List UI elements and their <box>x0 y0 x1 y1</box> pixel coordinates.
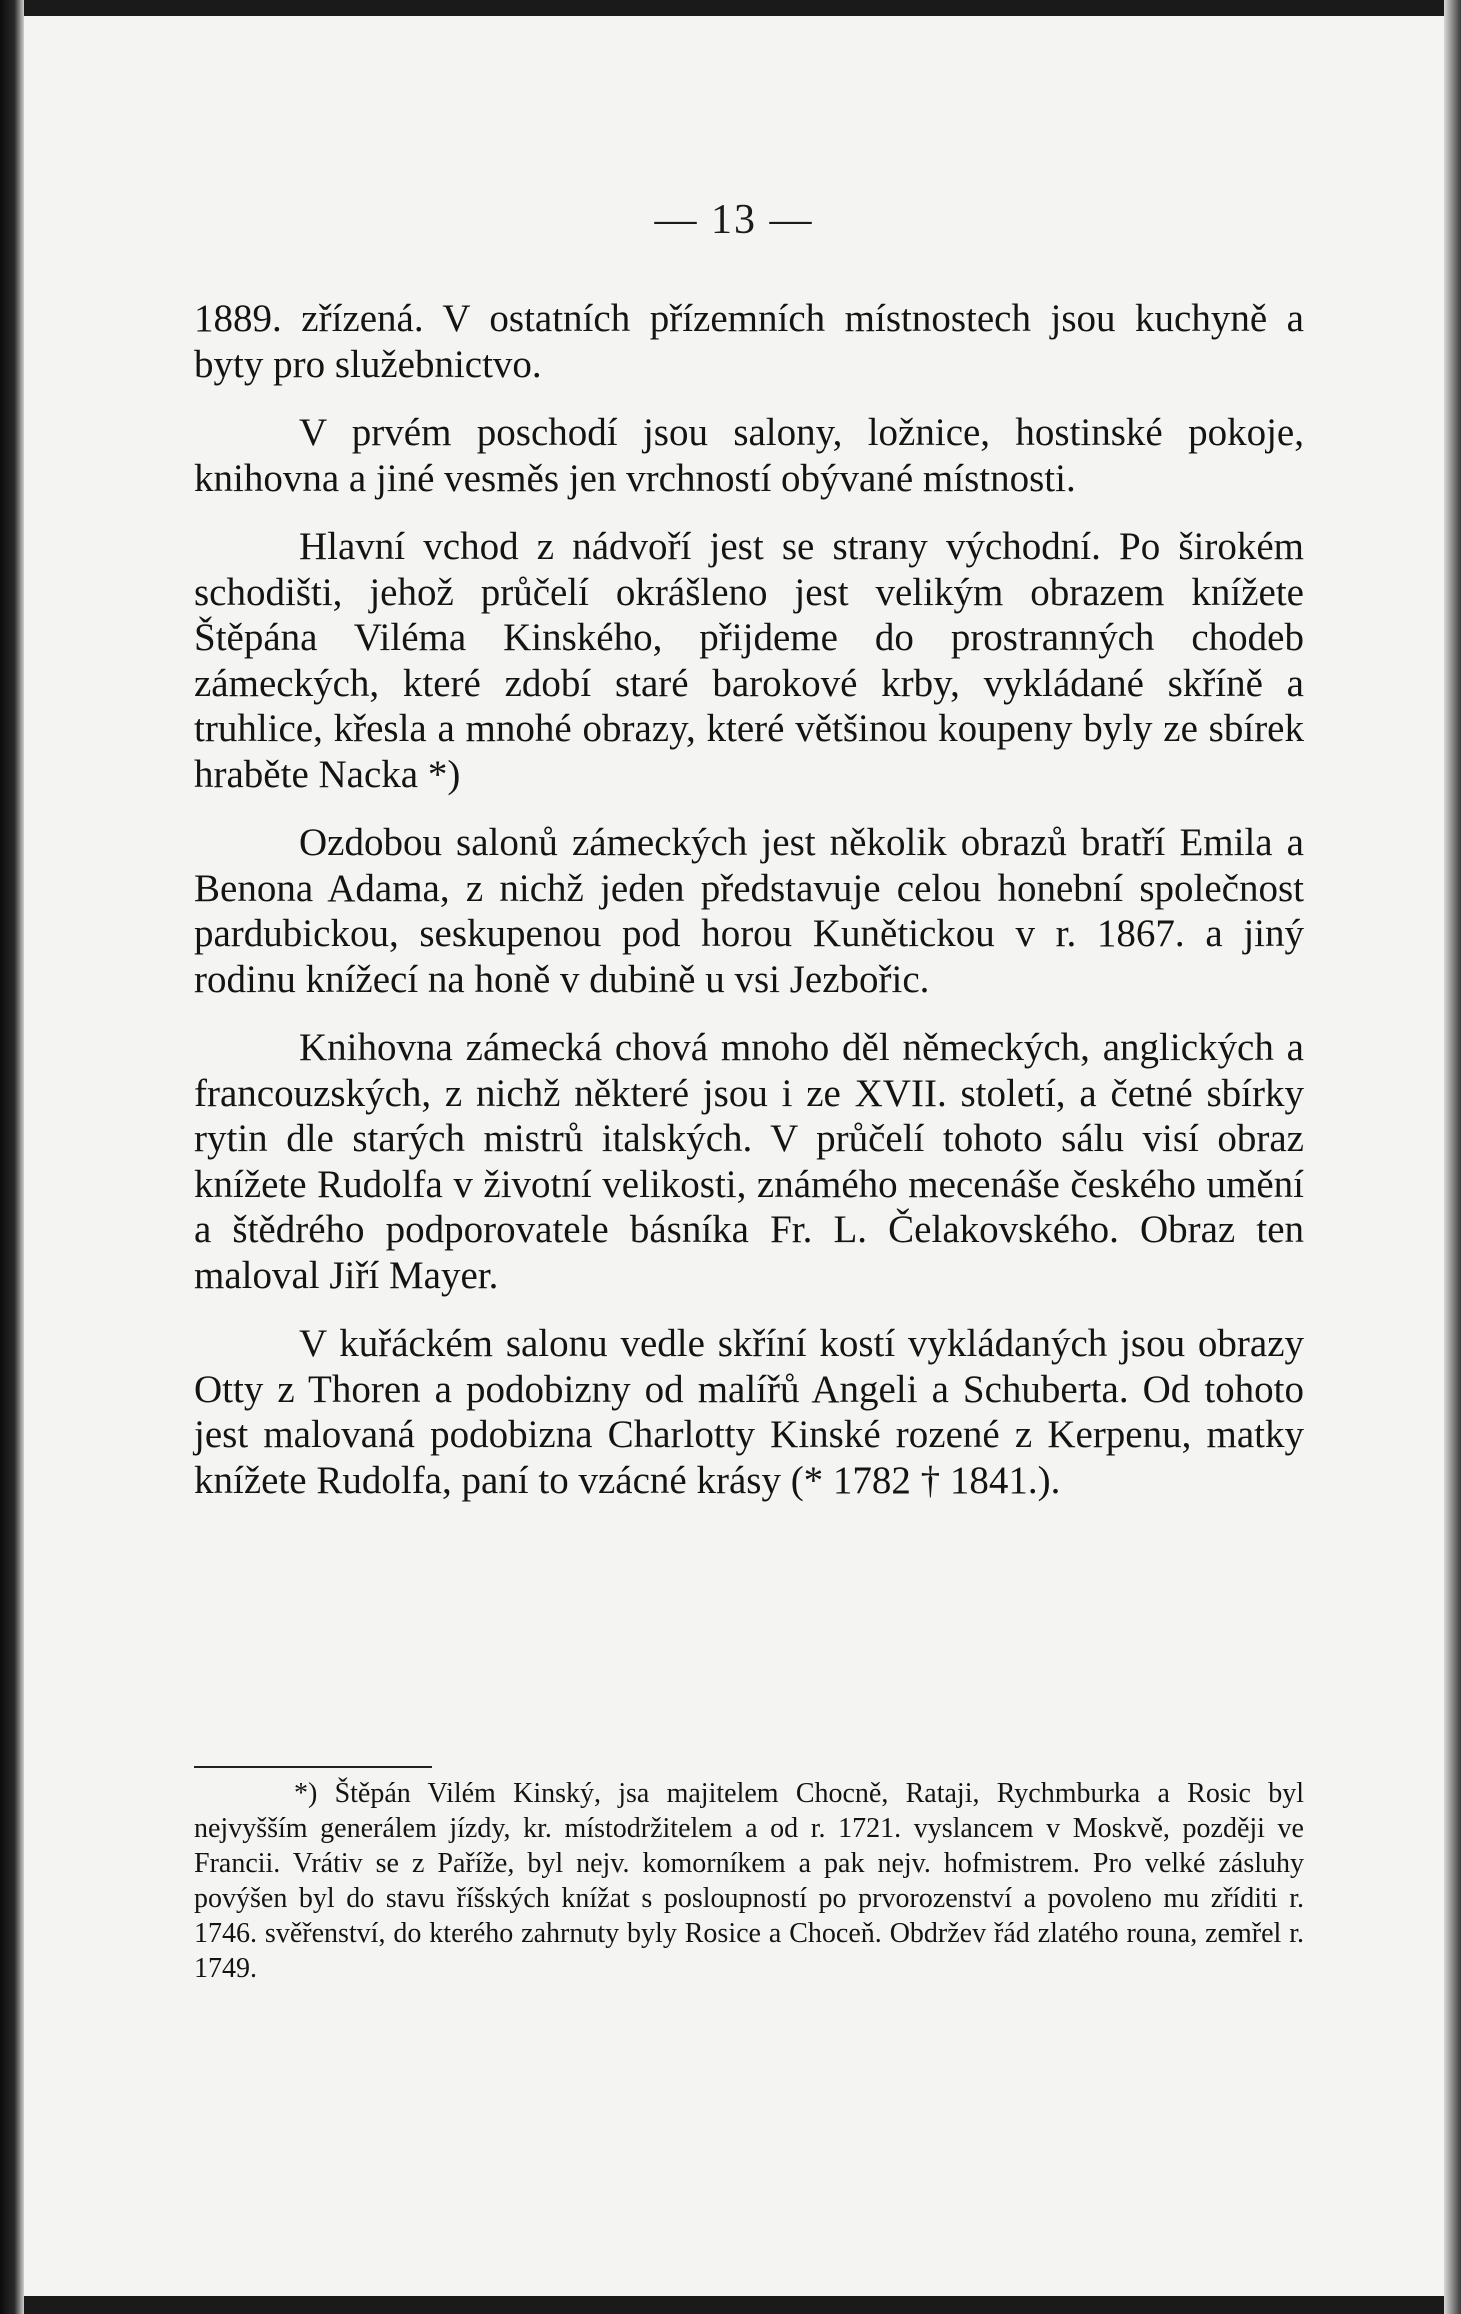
paragraph: Hlavní vchod z nádvoří jest se strany východní. Po širokém schodišti, jehož průčelí okrášleno jest velikým obrazem knížete Štěpána Viléma Kinského, přijdeme do prostranných chodeb zámeckých, které zdobí staré barokové krby, vykládané skříně a truhlice, křesla a mnohé obrazy, které většinou koupeny byly ze sbírek hraběte Nacka *) <box>194 525 1304 796</box>
page-number: — 13 — <box>654 197 814 243</box>
footnote-divider <box>194 1766 432 1768</box>
paragraph: 1889. zřízená. V ostatních přízemních místnostech jsou kuchyně a byty pro služebnictvo. <box>194 297 1304 386</box>
footnote: *) Štěpán Vilém Kinský, jsa majitelem Chocně, Rataji, Rychmburka a Rosic byl nejvyšším generálem jízdy, kr. místodržitelem a od r. 1721. vyslancem v Moskvě, později ve Francii. Vrátiv se z Paříže, byl nejv. komorníkem a pak nejv. hofmistrem. Pro velké zásluhy povýšen byl do stavu říšských knížat s posloupností po prvorozenství a povoleno mu zříditi r. 1746. svěřenství, do kterého zahrnuty byly Rosice a Choceň. Obdržev řád zlatého rouna, zemřel r. 1749. <box>194 1778 1304 1984</box>
page-left-edge <box>0 0 24 2314</box>
paragraph: V prvém poschodí jsou salony, ložnice, hostinské pokoje, knihovna a jiné vesměs jen vrchností obývané místnosti. <box>194 411 1304 500</box>
body-text <box>194 296 1304 1503</box>
book-page <box>24 16 1444 2296</box>
paragraph: Ozdobou salonů zámeckých jest několik obrazů bratří Emila a Benona Adama, z nichž jeden představuje celou honební společnost pardubickou, seskupenou pod horou Kunětickou v r. 1867. a jiný rodinu knížecí na honě v dubině u vsi Jezbořic. <box>194 821 1304 1001</box>
page-right-edge <box>1444 0 1461 2314</box>
paragraph: V kuřáckém salonu vedle skříní kostí vykládaných jsou obrazy Otty z Thoren a podobizny od malířů Angeli a Schuberta. Od tohoto jest malovaná podobizna Charlotty Kinské rozené z Kerpenu, matky knížete Rudolfa, paní to vzácné krásy (* 1782 † 1841.). <box>194 1322 1304 1502</box>
paragraph: Knihovna zámecká chová mnoho děl německých, anglických a francouzských, z nichž některé jsou i ze XVII. století, a četné sbírky rytin dle starých mistrů italských. V průčelí tohoto sálu visí obraz knížete Rudolfa v životní velikosti, známého mecenáše českého umění a štědrého podporovatele básníka Fr. L. Čelakovského. Obraz ten maloval Jiří Mayer. <box>194 1026 1304 1297</box>
